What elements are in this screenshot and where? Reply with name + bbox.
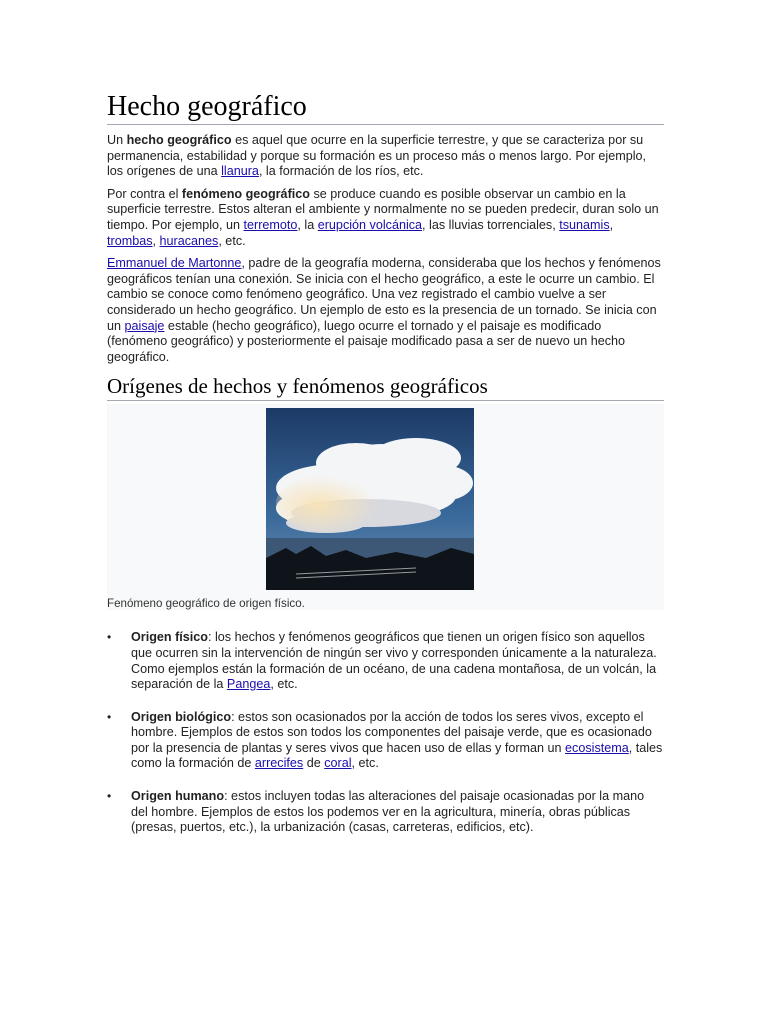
- link-paisaje[interactable]: paisaje: [124, 318, 165, 333]
- bullet-icon: •: [107, 789, 112, 804]
- link-arrecifes[interactable]: arrecifes: [254, 756, 304, 771]
- link-emmanuel-de-martonne[interactable]: Emmanuel de Martonne: [107, 256, 242, 271]
- paragraph-intro-3: Emmanuel de Martonne, padre de la geografía moderna, consideraba que los hechos y fenómenos geográficos tenían una conexión. Se inicia con el hecho geográfico, a este le ocurre un cambio. El cambio se conoce como fenómeno geográfico. Una vez registrado el cambio vuelve a ser considerado un hecho geográfico. Un ejemplo de esto es la presencia de un tornado. Se inicia con un paisaje estable (hecho geográfico), luego ocurre el tornado y el paisaje es modificado (fenómeno geográfico) y posteriormente el paisaje modificado pasa a ser de nuevo un hecho geográfico.: [107, 256, 661, 364]
- link-ecosistema[interactable]: ecosistema: [565, 740, 629, 755]
- bullet-icon: •: [107, 709, 112, 724]
- paragraph-intro-2: Por contra el fenómeno geográfico se produce cuando es posible observar un cambio en la superficie terrestre. Estos alteran el ambiente y normalmente no se pueden predecir, duran solo un tiempo. Por ejemplo, un terremoto, la erupción volcánica, las lluvias torrenciales, tsunamis, trombas, huracanes, etc.: [107, 186, 659, 248]
- bullet-icon: •: [107, 630, 112, 645]
- list-item-origen-biologico: • Origen biológico: estos son ocasionados por la acción de todos los seres vivos, excepto el hombre. Ejemplos de estos son todos los componentes del paisaje verde, que es ocasionado por la presencia de plantas y seres vivos que hacen uso de ellas y forman un ecosistema, tales como la formación de arrecifes de coral, etc.: [107, 709, 663, 771]
- origins-list: [107, 630, 664, 836]
- list-item-origen-humano: • Origen humano: estos incluyen todas las alteraciones del paisaje ocasionadas por la mano del hombre. Ejemplos de estos los podemos ver en la agricultura, minería, obras públicas (presas, puertos, etc.), la urbanización (casas, carreteras, edificios, etc).: [107, 789, 645, 835]
- link-pangea[interactable]: Pangea: [226, 677, 271, 692]
- paragraph-intro-1: Un hecho geográfico es aquel que ocurre en la superficie terrestre, y que se caracteriza por su permanencia, estabilidad y porque su formación es un proceso más o menos largo. Por ejemplo, los orígenes de una llanura, la formación de los ríos, etc.: [107, 133, 647, 179]
- article: [107, 90, 664, 853]
- link-llanura[interactable]: llanura: [221, 164, 259, 179]
- link-erupcion-volcanica[interactable]: erupción volcánica: [317, 217, 423, 232]
- cumulonimbus-cloud-photo[interactable]: [266, 408, 474, 590]
- link-coral[interactable]: coral: [324, 756, 352, 771]
- term-fenomeno: fenómeno geográfico: [181, 186, 310, 201]
- term-hecho: hecho geográfico: [126, 133, 232, 147]
- link-huracanes[interactable]: huracanes: [159, 233, 219, 248]
- figure: [107, 404, 664, 610]
- link-terremoto[interactable]: terremoto: [243, 217, 298, 232]
- list-item-origen-fisico: • Origen físico: los hechos y fenómenos geográficos que tienen un origen físico son aquellos que ocurren sin la intervención de ningún ser vivo y corresponden únicamente a la naturaleza. Como ejemplos están la formación de un océano, de una cadena montañosa, de un volcán, la separación de la Pangea, etc.: [107, 630, 657, 692]
- link-tsunamis[interactable]: tsunamis: [559, 217, 610, 232]
- page-title: Hecho geográfico: [107, 90, 664, 125]
- link-trombas[interactable]: trombas: [107, 233, 153, 248]
- figure-caption: Fenómeno geográfico de origen físico.: [107, 597, 305, 611]
- section-heading: Orígenes de hechos y fenómenos geográficos: [107, 373, 664, 401]
